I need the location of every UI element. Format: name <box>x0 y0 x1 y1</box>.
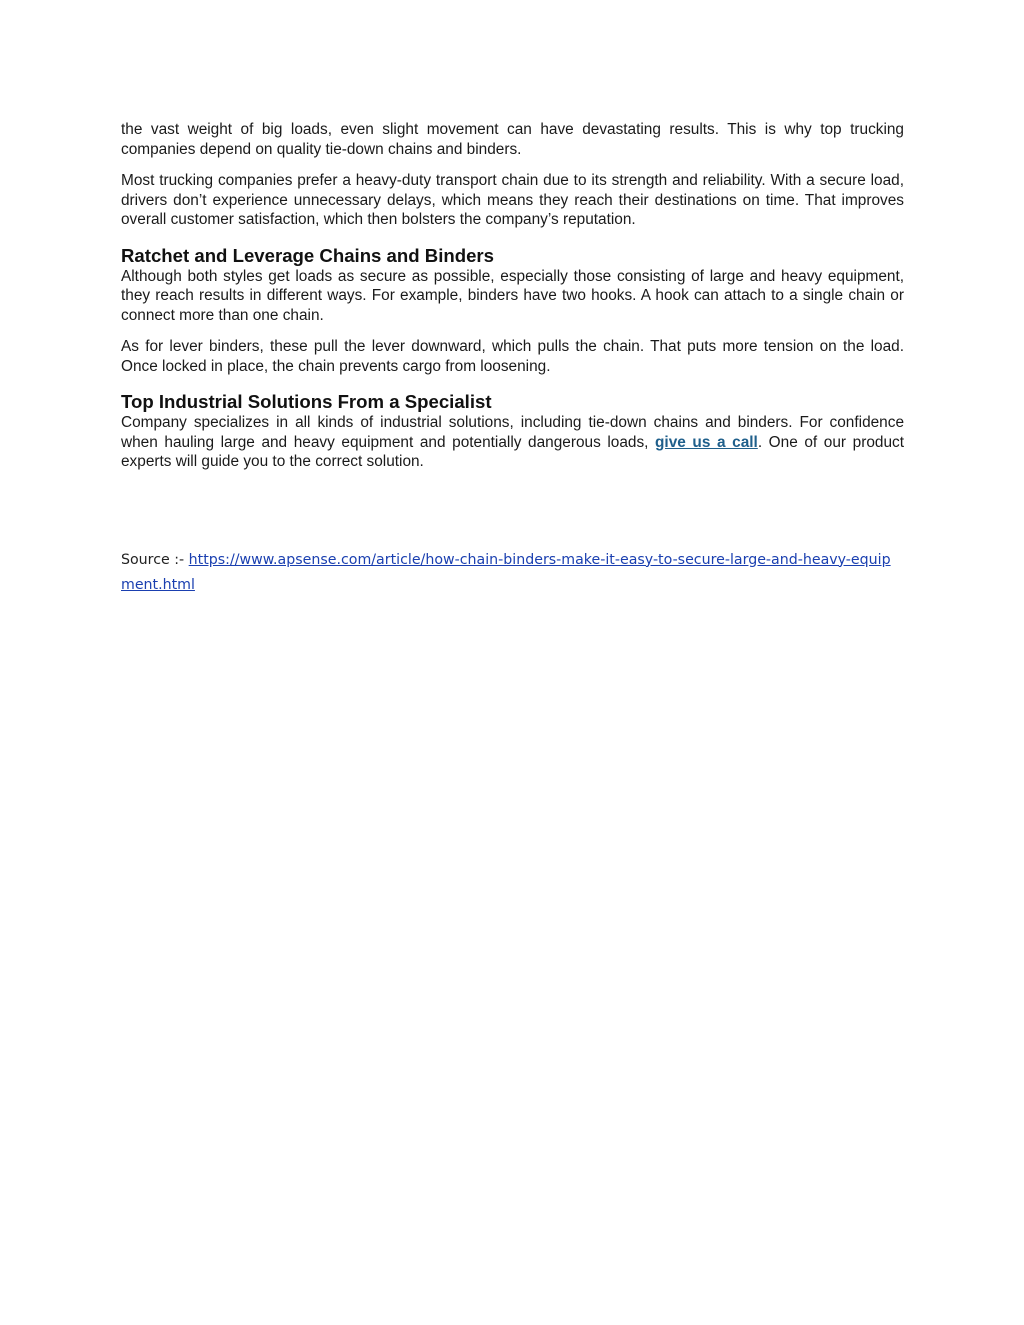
give-us-a-call-link[interactable]: give us a call <box>655 433 758 451</box>
source-link[interactable]: https://www.apsense.com/article/how-chain-binders-make-it-easy-to-secure-large-and-heavy-equipment.html <box>121 551 891 593</box>
binders-paragraph: Although both styles get loads as secure as possible, especially those consisting of large and heavy equipment, they reach results in different ways. For example, binders have two hooks. A hook can attach to a single chain or connect more than one chain. <box>121 267 904 324</box>
solutions-text-before-link: Company specializes in all kinds of industrial solutions, including tie-down chains and binders. For confidence when hauling large and heavy equipment and potentially dangerous loads, <box>121 414 904 451</box>
solutions-paragraph <box>121 413 904 472</box>
section-heading-ratchet: Ratchet and Leverage Chains and Binders <box>121 244 495 266</box>
solutions-text-after-link: . One of our product experts will guide you to the correct solution. <box>121 433 904 470</box>
section-heading-solutions: Top Industrial Solutions From a Specialist <box>121 391 492 412</box>
document-page <box>121 120 904 598</box>
source-line <box>121 548 904 598</box>
intro-paragraph: the vast weight of big loads, even slight movement can have devastating results. This is why top trucking companies depend on quality tie-down chains and binders. <box>121 121 904 158</box>
lever-binders-paragraph: As for lever binders, these pull the lever downward, which pulls the chain. That puts more tension on the load. Once locked in place, the chain prevents cargo from loosening. <box>121 338 904 375</box>
trucking-paragraph: Most trucking companies prefer a heavy-duty transport chain due to its strength and reliability. With a secure load, drivers don’t experience unnecessary delays, which means they reach their destinations on time. That improves overall customer satisfaction, which then bolsters the company’s reputation. <box>121 172 904 228</box>
source-label: Source :- <box>121 551 189 568</box>
